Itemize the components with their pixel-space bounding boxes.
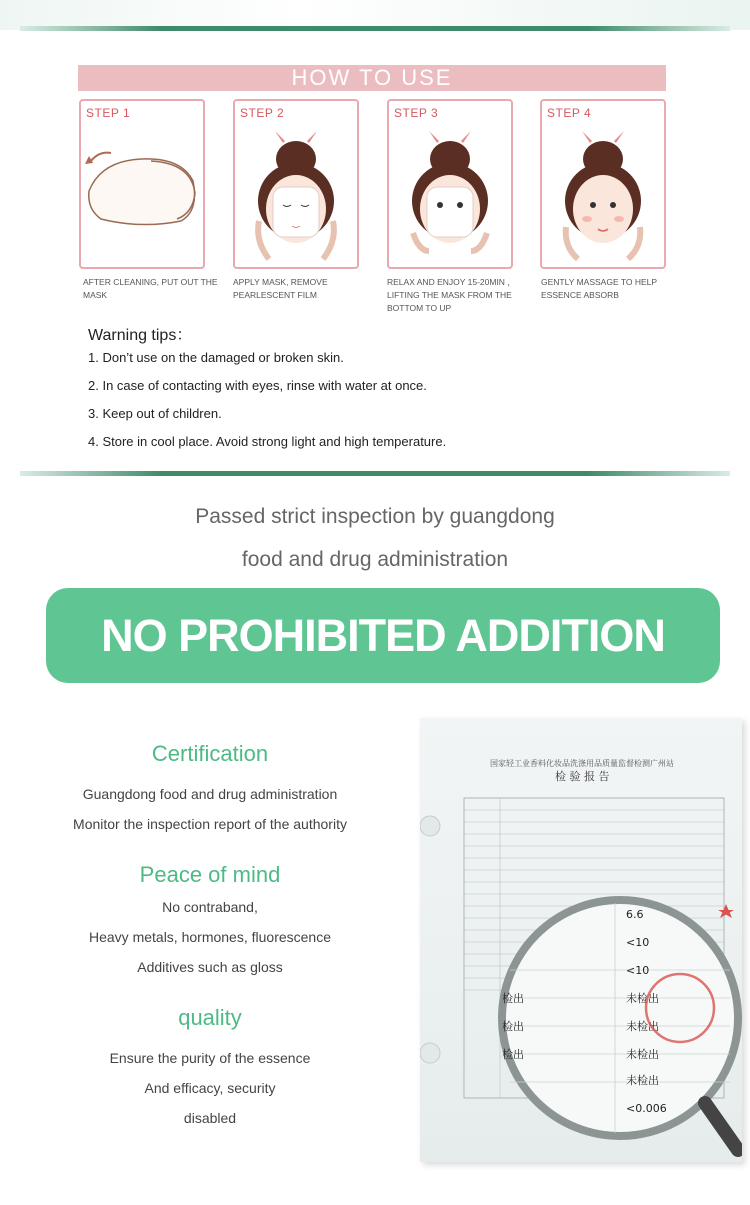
middle-divider [20, 471, 730, 476]
report-value: 6.6 [626, 908, 644, 921]
step-3-card [387, 99, 513, 269]
quality-title: quality [178, 1005, 242, 1030]
mask-illustration [81, 101, 203, 267]
no-prohibited-banner [46, 588, 720, 683]
report-value: <0.006 [626, 1102, 667, 1115]
peace-title: Peace of mind [139, 862, 281, 887]
step-4-card [540, 99, 666, 269]
certification-line: Monitor the inspection report of the authority [73, 816, 347, 832]
report-left-value: 检出 [502, 992, 524, 1005]
peace-line: Heavy metals, hormones, fluorescence [89, 929, 331, 945]
warning-item: 4. Store in cool place. Avoid strong light and high temperature. [88, 434, 447, 449]
warning-item: 1. Don’t use on the damaged or broken skin. [88, 350, 344, 365]
top-divider [20, 26, 730, 31]
step-3-label: STEP 3 [394, 106, 439, 120]
warning-title: Warning tips： [88, 327, 193, 344]
step-2-label: STEP 2 [240, 106, 285, 120]
report-title: 检 验 报 告 [555, 770, 610, 783]
report-illustration [420, 718, 742, 1162]
face-lifting-mask-illustration [389, 101, 511, 267]
step-1-label: STEP 1 [86, 106, 131, 120]
certification-title: Certification [151, 741, 269, 766]
step-3-description: RELAX AND ENJOY 15-20MIN ， LIFTING THE MASK FROM THE BOTTOM TO UP [387, 277, 516, 313]
face-massage-illustration [542, 101, 664, 267]
report-value: 未检出 [626, 1074, 659, 1087]
peace-line: No contraband, [162, 899, 258, 915]
quality-line: And efficacy, security [144, 1080, 276, 1096]
quality-line: disabled [183, 1110, 237, 1126]
report-left-value: 检出 [502, 1048, 524, 1061]
report-value: <10 [626, 936, 650, 949]
step-1-description: AFTER CLEANING, PUT OUT THE MASK [83, 277, 218, 300]
face-with-mask-illustration [235, 101, 357, 267]
peace-line: Additives such as gloss [137, 959, 283, 975]
step-4-label: STEP 4 [547, 106, 592, 120]
report-value: 未检出 [626, 992, 659, 1005]
inspection-line-1: Passed strict inspection by guangdong [195, 505, 555, 528]
report-header: 国家轻工业香料化妆品洗涤用品质量监督检测广州站 [490, 759, 674, 768]
warning-item: 2. In case of contacting with eyes, rinse with water at once. [88, 378, 427, 393]
inspection-line-2: food and drug administration [241, 548, 509, 571]
report-value: <10 [626, 964, 650, 977]
step-4-description: GENTLY MASSAGE TO HELP ESSENCE ABSORB [541, 277, 657, 300]
report-left-value: 检出 [502, 1020, 524, 1033]
inspection-report-image [420, 718, 742, 1162]
report-value: 未检出 [626, 1020, 659, 1033]
quality-line: Ensure the purity of the essence [109, 1050, 311, 1066]
step-2-card [233, 99, 359, 269]
no-prohibited-text: NO PROHIBITED ADDITION [101, 610, 665, 661]
step-2-description: APPLY MASK, REMOVE PEARLESCENT FILM [233, 277, 328, 300]
step-1-card [79, 99, 205, 269]
warning-item: 3. Keep out of children. [88, 406, 222, 421]
report-value: 未检出 [626, 1048, 659, 1061]
certification-line: Guangdong food and drug administration [82, 786, 338, 802]
how-to-use-banner: HOW TO USE [78, 65, 666, 91]
